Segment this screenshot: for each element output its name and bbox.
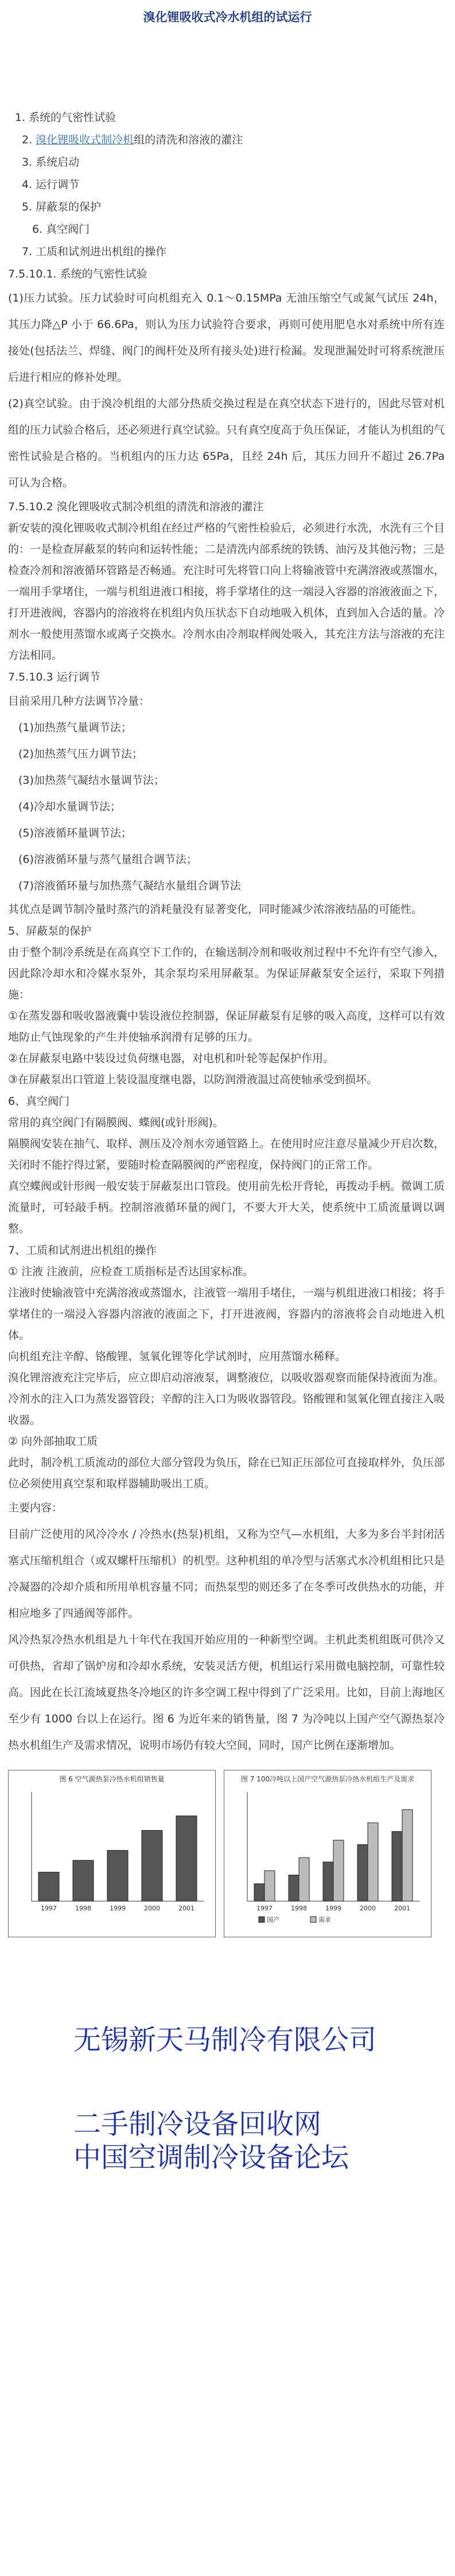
x-tick-label: 1999 — [325, 1905, 341, 1912]
paragraph: 此时，制冷机工质流动的部位大部分管段为负压，除在已知正压部位可直接取样外，负压部位必须使用真空泵和取样器辅助吸出工质。 — [8, 1456, 445, 1490]
x-tick-label: 1998 — [75, 1905, 91, 1912]
toc-item[interactable]: 5. 屏蔽泵的保护 — [22, 201, 102, 213]
paragraph: 目前广泛使用的风冷冷水 / 冷热水(热泵)机组，又称为空气—水机组，大多为多台半封闭活塞式压缩机组合（或双螺杆压缩机）的机型。这种机组的单冷型与活塞式水冷机组相比只是冷凝器的冷却介质和所用单机容量不同；而热泵型的则还多了在冬季可改供热水的功能，并相应地多了四通阀等部件。 — [8, 1528, 445, 1620]
paragraph: ①在蒸发器和吸收器液囊中装设液位控制器，保证屏蔽泵有足够的吸入高度，这样可以有效地防止气蚀现象的产生并使轴承润滑有足够的压力。 — [8, 1010, 445, 1043]
bar — [176, 1816, 197, 1901]
paragraph: ② 向外部抽取工质 — [8, 1435, 98, 1448]
bar — [289, 1875, 299, 1901]
bar — [142, 1831, 162, 1902]
bar — [392, 1831, 402, 1901]
legend-label: 国产 — [267, 1916, 279, 1924]
bar — [323, 1862, 333, 1901]
list-item: (1)加热蒸气量调节法； — [18, 721, 132, 734]
footer — [73, 2018, 455, 2174]
paragraph: 真空蝶阀或针形阀一般安装于屏蔽泵出口管段。使用前先松开背轮，再拨动手柄。微调工质流量时，可轻敲手柄。控制溶液循环量的阀门，不要大开大关，使系统中工质流量调以调整。 — [8, 1180, 445, 1235]
x-tick-label: 1997 — [41, 1905, 57, 1912]
footer-link-recycle[interactable]: 二手制冷设备回收网 — [73, 2108, 322, 2140]
legend-swatch — [310, 1917, 316, 1922]
list-item: (6)溶液循环量与蒸气量组合调节法； — [18, 853, 197, 866]
paragraph: 溴化锂溶液充注完毕后，应立即启动溶液泵，调整液位，以吸收器观察而能保持液面为准。 — [8, 1371, 445, 1384]
toc-item[interactable]: 1. 系统的气密性试验 — [15, 111, 116, 124]
bar — [299, 1858, 309, 1901]
chart-fig6-svg — [9, 1787, 215, 1936]
x-tick-label: 2001 — [178, 1905, 195, 1912]
section-heading: 7.5.10.1. 系统的气密性试验 — [8, 268, 147, 280]
chart-fig7-svg — [224, 1787, 431, 1936]
bar — [254, 1884, 265, 1901]
chart-fig7 — [224, 1770, 431, 1937]
bar — [333, 1840, 344, 1901]
footer-link-forum[interactable]: 中国空调制冷设备论坛 — [73, 2141, 349, 2174]
legend-label: 需求 — [318, 1916, 331, 1924]
paragraph: 由于整个制冷系统是在高真空下工作的，在输送制冷剂和吸收剂过程中不允许有空气渗入，因此除冷却水和冷媒水泵外，其余泵均采用屏蔽泵。为保证屏蔽泵安全运行，采取下列措施： — [8, 946, 445, 1001]
paragraph: 向机组充注辛醇、铬酸锂、氢氧化锂等化学试剂时，应用蒸馏水稀释。 — [8, 1350, 347, 1363]
toc-item[interactable]: 6. 真空阀门 — [32, 223, 90, 236]
method-list — [18, 714, 455, 899]
toc-item[interactable]: 4. 运行调节 — [22, 178, 80, 191]
chart-title: 图 7 100冷吨以上国产空气源热泵冷热水机组生产及需求 — [240, 1775, 415, 1783]
bar — [38, 1872, 59, 1901]
paragraph: (2)真空试验。由于溴冷机组的大部分热质交换过程是在真空状态下进行的，因此尽管对机组的压力试验合格后，还必须进行真空试验。只有真空度高于负压保证，才能认为机组的气密性试验是合格的。当机组内的压力达 65Pa，且经 24h 后，其压力回升不超过 26.7Pa 可认为合格。 — [8, 397, 445, 489]
paragraph: 目前采用几种方法调节冷量： — [8, 695, 150, 707]
bar — [107, 1850, 128, 1901]
x-tick-label: 1999 — [110, 1905, 126, 1912]
section-heading: 7、工质和试剂进出机组的操作 — [8, 1244, 157, 1257]
bar — [368, 1823, 378, 1901]
toc-item[interactable]: 3. 系统启动 — [22, 156, 80, 169]
legend-swatch — [259, 1917, 265, 1922]
section-heading: 7.5.10.3 运行调节 — [8, 671, 100, 683]
list-item: (2)加热蒸气压力调节法； — [18, 748, 143, 760]
section-heading: 6、真空阀门 — [8, 1095, 70, 1108]
section-heading: 5、屏蔽泵的保护 — [8, 925, 92, 937]
paragraph: 常用的真空阀门有隔膜阀、蝶阀(或针形阀)。 — [8, 1116, 224, 1129]
charts-row — [8, 1770, 447, 1937]
paragraph: 其优点是调节制冷量时蒸汽的消耗量没有显著变化，同时能减少浓溶液结晶的可能性。 — [8, 903, 423, 916]
toc-link[interactable]: 溴化锂吸收式制冷机 — [36, 134, 134, 146]
bar — [265, 1871, 275, 1901]
page-title: 溴化锂吸收式冷水机组的试运行 — [143, 10, 312, 24]
paragraph: (1)压力试验。压力试验时可向机组充入 0.1～0.15MPa 无油压缩空气或氮气试压 24h，其压力降△P 小于 66.6Pa，则认为压力试验符合要求，再则可使用肥皂水对系统中所有连接处(包括法兰、焊缝、阀门的阀杆处及所有接头处)进行检漏。发现泄漏处时可将系统泄压后进行相应的修补处理。 — [8, 292, 445, 384]
bar — [402, 1809, 413, 1901]
paragraph: 新安装的溴化锂吸收式制冷机组在经过严格的气密性检验后，必须进行水洗，水洗有三个目的：一是检查屏蔽泵的转向和运转性能；二是清洗内部系统的铁锈、油污及其他污物；三是检查冷剂和溶液循环管路是否畅通。充注时可先将管口向上将输液管中充满溶液或蒸馏水，一端用手掌堵住，一端与机组进液口相接，将手掌堵住的这一端浸入容器的溶液液面之下，打开进液阀，容器内的溶液将在机组内负压状态下自动地吸入机体，直到加入合适的量。冷剂水一般使用蒸馏水或离子交换水。冷剂水由冷剂取样阀处吸入，其充注方法与溶液的充注方法相同。 — [8, 522, 445, 662]
paragraph: ②在屏蔽泵电路中装设过负荷继电器，对电机和叶轮等起保护作用。 — [8, 1052, 335, 1065]
x-tick-label: 1997 — [256, 1905, 273, 1912]
list-item: (4)冷却水量调节法； — [18, 800, 121, 813]
toc-item[interactable]: 2. 溴化锂吸收式制冷机组的清洗和溶液的灌注 — [22, 134, 243, 146]
paragraph: 主要内容： — [8, 1502, 63, 1514]
list-item: (3)加热蒸气凝结水量调节法； — [18, 774, 165, 787]
x-tick-label: 2000 — [360, 1905, 376, 1912]
x-tick-label: 1998 — [291, 1905, 307, 1912]
toc-item[interactable]: 7. 工质和试剂进出机组的操作 — [22, 245, 167, 258]
table-of-contents — [15, 107, 455, 263]
paragraph: 风冷热泵冷热水机组是九十年代在我国开始应用的一种新型空调。主机此类机组既可供冷又可供热，省却了锅炉房和冷却水系统，安装灵活方便，机组运行采用微电脑控制，可靠性较高。因此在长江流域夏热冬冷地区的许多空调工程中得到了广泛采用。比如，目前上海地区至少有 1000 台以上在运行。图 6 为近年来的销售量，图 7 为冷吨以上国产空气源热泵冷热水机组生产及需求情况，说明市场仍有较大空间，同时，国产比例在逐渐增加。 — [8, 1633, 445, 1752]
list-item: (5)溶液循环量调节法； — [18, 827, 132, 839]
x-tick-label: 2000 — [144, 1905, 160, 1912]
paragraph: 注液时使输液管中充满溶液或蒸馏水，注液管一端用手堵住，一端与机组进液口相接；将手掌堵住的一端浸入容器内溶液的液面之下，打开进液阀，容器内的溶液将会自动地进入机体。 — [8, 1287, 445, 1342]
chart-fig6 — [8, 1770, 216, 1937]
paragraph: 冷剂水的注入口为蒸发器管段；辛醇的注入口为吸收器管段。铬酸锂和氢氧化锂直接注入吸收器。 — [8, 1393, 445, 1426]
x-tick-label: 2001 — [394, 1905, 410, 1912]
footer-company[interactable]: 无锡新天马制冷有限公司 — [73, 2024, 377, 2056]
bar — [73, 1860, 94, 1901]
paragraph: 隔膜阀安装在抽气、取样、测压及冷剂水旁通管路上。在使用时应注意尽量减少开启次数，关闭时不能拧得过紧，要随时检查隔膜阀的严密程度，保持阀门的正常工作。 — [8, 1137, 445, 1171]
section-heading: 7.5.10.2 溴化锂吸收式制冷机组的清洗和溶液的灌注 — [8, 501, 264, 513]
bar — [357, 1844, 368, 1901]
paragraph: ③在屏蔽泵出口管道上装设温度继电器，以防润滑液温过高使轴承受到损坏。 — [8, 1073, 378, 1086]
list-item: (7)溶液循环量与加热蒸气凝结水量组合调节法 — [18, 879, 241, 892]
chart-title: 图 6 空气源热泵冷热水机组销售量 — [59, 1775, 165, 1783]
paragraph: ① 注液 注液前，应检查工质指标是否达国家标准。 — [8, 1265, 254, 1278]
